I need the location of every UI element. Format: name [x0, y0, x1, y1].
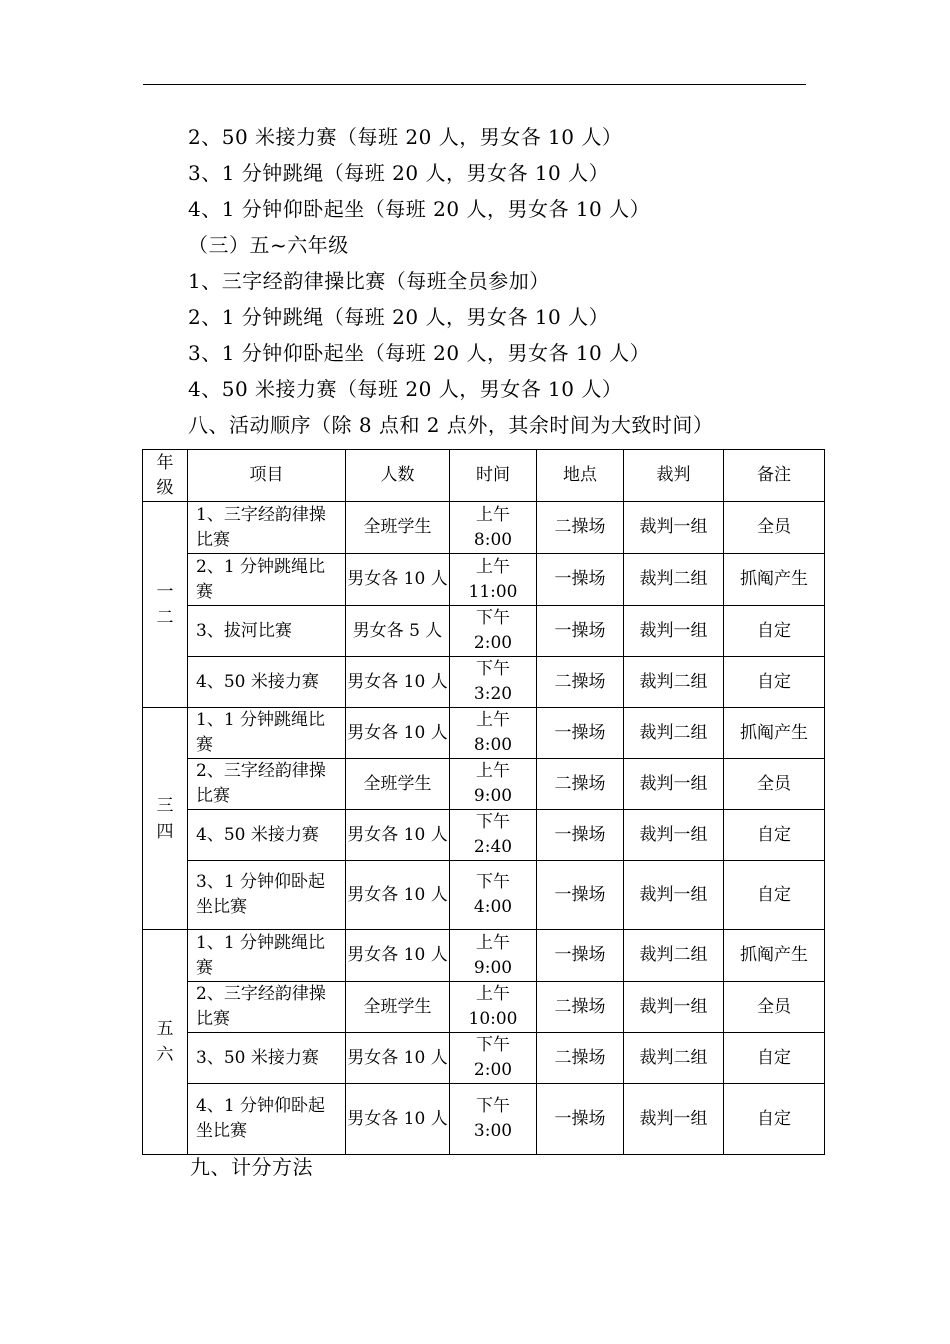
- cell-referee: 裁判二组: [624, 657, 724, 708]
- cell-item: 1、1 分钟跳绳比赛: [188, 708, 346, 759]
- paragraph-line: 2、50 米接力赛（每班 20 人，男女各 10 人）: [188, 125, 623, 149]
- table-row: [143, 810, 825, 861]
- cell-note: 全员: [724, 759, 825, 810]
- paragraph-line: 4、50 米接力赛（每班 20 人，男女各 10 人）: [188, 377, 623, 401]
- cell-referee: 裁判二组: [624, 554, 724, 606]
- time-period: 上午: [476, 932, 510, 953]
- table-row: [143, 657, 825, 708]
- header-grade: [143, 450, 188, 502]
- time-clock: 8:00: [473, 529, 513, 550]
- cell-note: 抓阄产生: [724, 554, 825, 606]
- header-grade-top: 年: [156, 452, 174, 473]
- cell-place: 一操场: [537, 810, 624, 861]
- table-row: [143, 1084, 825, 1155]
- cell-time: [450, 982, 537, 1033]
- table-row: [143, 861, 825, 930]
- cell-people: 男女各 10 人: [346, 708, 450, 759]
- header-referee: 裁判: [624, 450, 724, 502]
- cell-people: 全班学生: [346, 502, 450, 554]
- cell-note: 自定: [724, 657, 825, 708]
- header-note: 备注: [724, 450, 825, 502]
- cell-time: [450, 708, 537, 759]
- time-period: 上午: [476, 761, 510, 781]
- cell-place: 一操场: [537, 930, 624, 982]
- time-period: 下午: [476, 812, 510, 832]
- table-row: [143, 930, 825, 982]
- grade-label-top: 一: [156, 581, 174, 602]
- cell-place: 一操场: [537, 554, 624, 606]
- cell-note: 抓阄产生: [724, 930, 825, 982]
- cell-people: 男女各 10 人: [346, 810, 450, 861]
- paragraph-line: 4、1 分钟仰卧起坐（每班 20 人，男女各 10 人）: [188, 197, 651, 221]
- time-clock: 2:40: [473, 837, 513, 857]
- grade-label-bottom: 六: [156, 1045, 174, 1065]
- cell-place: 二操场: [537, 982, 624, 1033]
- time-period: 上午: [476, 984, 510, 1004]
- section-heading: 八、活动顺序（除 8 点和 2 点外，其余时间为大致时间）: [188, 413, 714, 437]
- time-clock: 3:00: [473, 1121, 513, 1141]
- cell-item: 2、1 分钟跳绳比赛: [188, 554, 346, 606]
- cell-people: 全班学生: [346, 982, 450, 1033]
- cell-item: 4、50 米接力赛: [188, 657, 346, 708]
- cell-people: 全班学生: [346, 759, 450, 810]
- cell-people: 男女各 10 人: [346, 1084, 450, 1155]
- time-clock: 9:00: [473, 957, 513, 978]
- cell-note: 抓阄产生: [724, 708, 825, 759]
- grade-label-bottom: 四: [156, 821, 174, 842]
- grade-label-top: 五: [156, 1019, 174, 1039]
- cell-place: 一操场: [537, 606, 624, 657]
- cell-referee: 裁判二组: [624, 930, 724, 982]
- header-people: 人数: [346, 450, 450, 502]
- time-period: 下午: [476, 1035, 510, 1055]
- time-clock: 10:00: [468, 1009, 518, 1029]
- cell-people: 男女各 10 人: [346, 861, 450, 930]
- cell-note: 自定: [724, 861, 825, 930]
- cell-item: 2、三字经韵律操比赛: [188, 982, 346, 1033]
- header-grade-bottom: 级: [156, 477, 174, 498]
- cell-time: [450, 810, 537, 861]
- time-period: 上午: [476, 556, 510, 577]
- header-time: 时间: [450, 450, 537, 502]
- time-clock: 2:00: [473, 633, 513, 653]
- cell-people: 男女各 10 人: [346, 1033, 450, 1084]
- time-clock: 11:00: [468, 581, 518, 602]
- time-clock: 8:00: [473, 735, 513, 755]
- cell-time: [450, 861, 537, 930]
- cell-referee: 裁判一组: [624, 861, 724, 930]
- table-row: [143, 982, 825, 1033]
- cell-item: 4、50 米接力赛: [188, 810, 346, 861]
- grade-label-bottom: 二: [156, 607, 174, 628]
- time-clock: 4:00: [473, 897, 513, 917]
- time-period: 上午: [476, 710, 510, 730]
- time-period: 下午: [476, 659, 510, 679]
- time-clock: 2:00: [473, 1060, 513, 1080]
- paragraph-line: 3、1 分钟跳绳（每班 20 人，男女各 10 人）: [188, 161, 610, 185]
- schedule-table: [142, 449, 825, 1155]
- cell-referee: 裁判一组: [624, 759, 724, 810]
- cell-note: 自定: [724, 606, 825, 657]
- cell-item: 4、1 分钟仰卧起坐比赛: [188, 1084, 346, 1155]
- cell-note: 自定: [724, 1084, 825, 1155]
- cell-time: [450, 554, 537, 606]
- header-item: 项目: [188, 450, 346, 502]
- cell-time: [450, 1033, 537, 1084]
- cell-item: 3、拔河比赛: [188, 606, 346, 657]
- table-row: [143, 1033, 825, 1084]
- cell-place: 二操场: [537, 1033, 624, 1084]
- cell-note: 全员: [724, 982, 825, 1033]
- table-row: [143, 708, 825, 759]
- cell-time: [450, 657, 537, 708]
- cell-people: 男女各 10 人: [346, 657, 450, 708]
- cell-place: 一操场: [537, 1084, 624, 1155]
- time-period: 下午: [476, 872, 510, 892]
- cell-referee: 裁判一组: [624, 1084, 724, 1155]
- cell-people: 男女各 5 人: [346, 606, 450, 657]
- cell-referee: 裁判一组: [624, 502, 724, 554]
- cell-people: 男女各 10 人: [346, 554, 450, 606]
- time-period: 上午: [476, 504, 510, 525]
- cell-referee: 裁判二组: [624, 708, 724, 759]
- cell-time: [450, 930, 537, 982]
- cell-item: 3、1 分钟仰卧起坐比赛: [188, 861, 346, 930]
- table-row: [143, 759, 825, 810]
- cell-place: 二操场: [537, 759, 624, 810]
- paragraph-line: 3、1 分钟仰卧起坐（每班 20 人，男女各 10 人）: [188, 341, 651, 365]
- cell-time: [450, 1084, 537, 1155]
- cell-people: 男女各 10 人: [346, 930, 450, 982]
- grade-cell: [143, 502, 188, 708]
- cell-place: 二操场: [537, 502, 624, 554]
- cell-place: 二操场: [537, 657, 624, 708]
- section-heading: 九、计分方法: [190, 1155, 313, 1179]
- cell-referee: 裁判一组: [624, 810, 724, 861]
- cell-referee: 裁判二组: [624, 1033, 724, 1084]
- cell-place: 一操场: [537, 861, 624, 930]
- cell-time: [450, 606, 537, 657]
- cell-note: 自定: [724, 1033, 825, 1084]
- grade-cell: [143, 708, 188, 930]
- cell-referee: 裁判一组: [624, 982, 724, 1033]
- header-rule: [143, 84, 806, 85]
- cell-item: 1、三字经韵律操比赛: [188, 502, 346, 554]
- time-clock: 9:00: [473, 786, 513, 806]
- grade-label-top: 三: [156, 795, 174, 816]
- table-row: [143, 554, 825, 606]
- table-row: [143, 606, 825, 657]
- paragraph-line: 1、三字经韵律操比赛（每班全员参加）: [188, 269, 550, 293]
- cell-time: [450, 759, 537, 810]
- cell-item: 1、1 分钟跳绳比赛: [188, 930, 346, 982]
- cell-place: 一操场: [537, 708, 624, 759]
- cell-item: 2、三字经韵律操比赛: [188, 759, 346, 810]
- cell-item: 3、50 米接力赛: [188, 1033, 346, 1084]
- table-row: [143, 502, 825, 554]
- section-heading: （三）五~六年级: [188, 233, 349, 257]
- cell-note: 自定: [724, 810, 825, 861]
- header-place: 地点: [537, 450, 624, 502]
- cell-note: 全员: [724, 502, 825, 554]
- cell-referee: 裁判一组: [624, 606, 724, 657]
- paragraph-line: 2、1 分钟跳绳（每班 20 人，男女各 10 人）: [188, 305, 610, 329]
- time-period: 下午: [476, 608, 510, 628]
- time-period: 下午: [476, 1096, 510, 1116]
- cell-time: [450, 502, 537, 554]
- grade-cell: [143, 930, 188, 1155]
- time-clock: 3:20: [473, 684, 513, 704]
- table-header-row: [143, 450, 825, 502]
